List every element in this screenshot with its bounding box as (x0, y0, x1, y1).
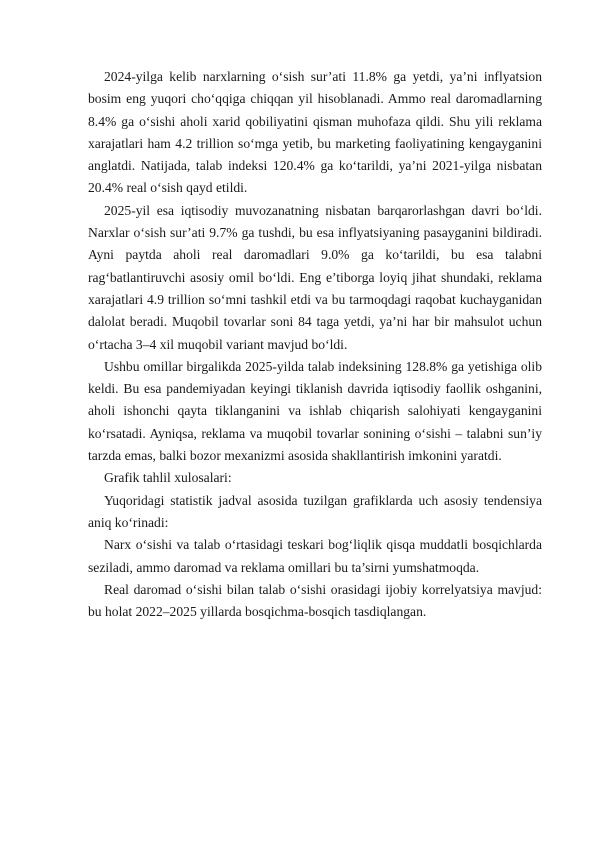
paragraph-2024-analysis: 2024-yilga kelib narxlarning o‘sish sur’ati 11.8% ga yetdi, ya’ni inflyatsion bosim eng yuqori cho‘qqiga chiqqan yil hisoblanadi. Ammo real daromadlarning 8.4% ga o‘sishi aholi xarid qobiliyatini qisman muhofaza qildi. Shu yili reklama xarajatlari ham 4.2 trillion so‘mga yetib, bu marketing faoliyatining kengayganini anglatdi. Natijada, talab indeksi 120.4% ga ko‘tarildi, ya’ni 2021-yilga nisbatan 20.4% real o‘sish qayd etildi. (88, 69, 542, 196)
paragraph-combined-factors: Ushbu omillar birgalikda 2025-yilda talab indeksining 128.8% ga yetishiga olib keldi. Bu esa pandemiyadan keyingi tiklanish davrida iqtisodiy faollik oshganini, aholi ishonchi qayta tiklanganini va ishlab chiqarish salohiyati kengayganini ko‘rsatadi. Ayniqsa, reklama va muqobil tovarlar sonining o‘sishi – talabni sun’iy tarzda emas, balki bozor mexanizmi asosida shakllantirish imkonini yaratdi. (88, 358, 542, 464)
paragraph-2025-analysis: 2025-yil esa iqtisodiy muvozanatning nisbatan barqarorlashgan davri bo‘ldi. Narxlar o‘sish sur’ati 9.7% ga tushdi, bu esa inflyatsiyaning pasayganini bildiradi. Ayni paytda aholi real daromadlari 9.0% ga ko‘tarildi, bu esa talabni rag‘batlantiruvchi asosiy omil bo‘ldi. Eng e’tiborga loyiq jihat shundaki, reklama xarajatlari 4.9 trillion so‘mni tashkil etdi va bu tarmoqdagi raqobat kuchayganidan dalolat beradi. Muqobil tovarlar soni 84 taga yetdi, ya’ni har bir mahsulot uchun o‘rtacha 3–4 xil muqobil variant mavjud bo‘ldi. (88, 202, 542, 352)
paragraph-graph-conclusions-heading: Grafik tahlil xulosalari: (104, 470, 232, 486)
paragraph-tendencies-intro: Yuqoridagi statistik jadval asosida tuzilgan grafiklarda uch asosiy tendensiya aniq ko‘rinadi: (88, 492, 542, 530)
paragraph-price-demand-relation: Narx o‘sishi va talab o‘rtasidagi teskari bog‘liqlik qisqa muddatli bosqichlarda seziladi, ammo daromad va reklama omillari bu ta’sirni yumshatmoqda. (88, 537, 542, 575)
document-page (88, 66, 542, 623)
paragraph-income-demand-correlation: Real daromad o‘sishi bilan talab o‘sishi orasidagi ijobiy korrelyatsiya mavjud: bu holat 2022–2025 yillarda bosqichma-bosqich tasdiqlangan. (88, 581, 542, 620)
